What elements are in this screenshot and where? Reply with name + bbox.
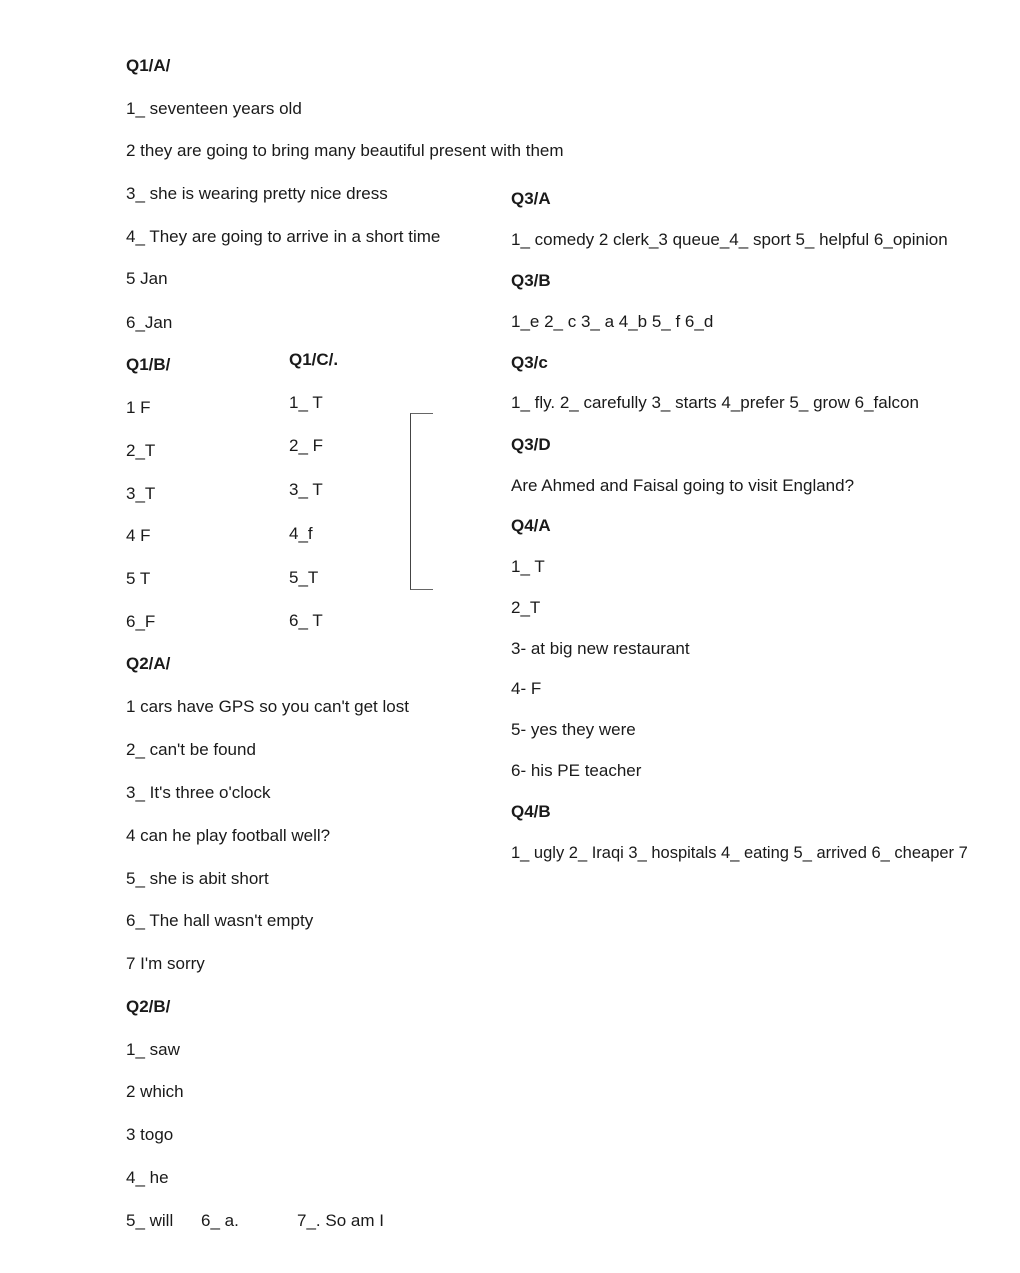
q2a-heading: Q2/A/	[126, 654, 171, 673]
q1b-item-1: 1 F	[126, 398, 151, 417]
q3b-heading: Q3/B	[511, 271, 551, 290]
q2b-item-5: 5_ will	[126, 1211, 174, 1230]
q3b-answers: 1_e 2_ c 3_ a 4_b 5_ f 6_d	[511, 312, 714, 331]
q4b-heading: Q4/B	[511, 802, 551, 821]
q1b-item-3: 3_T	[126, 484, 156, 503]
q1b-item-2: 2_T	[126, 441, 156, 460]
q1a-item-5: 5 Jan	[126, 269, 168, 288]
q2b-item-4: 4_ he	[126, 1168, 169, 1187]
q1b-item-4: 4 F	[126, 526, 151, 545]
q3c-heading: Q3/c	[511, 353, 548, 372]
q2a-item-4: 4 can he play football well?	[126, 826, 331, 845]
q2b-item-1: 1_ saw	[126, 1040, 180, 1059]
q1c-item-6: 6_ T	[289, 611, 323, 630]
q4a-item-6: 6- his PE teacher	[511, 761, 642, 780]
q1b-item-5: 5 T	[126, 569, 151, 588]
q1a-item-3: 3_ she is wearing pretty nice dress	[126, 184, 388, 203]
q2b-item-7: 7_. So am I	[297, 1211, 384, 1230]
q1b-heading: Q1/B/	[126, 355, 171, 374]
q1a-item-6: 6_Jan	[126, 313, 173, 332]
q4b-answers: 1_ ugly 2_ Iraqi 3_ hospitals 4_ eating 5_ arrived 6_ cheaper 7	[511, 844, 968, 862]
q1c-item-4: 4_f	[289, 524, 313, 543]
q2b-heading: Q2/B/	[126, 997, 171, 1016]
q4a-item-5: 5- yes they were	[511, 720, 636, 739]
q3a-heading: Q3/A	[511, 189, 551, 208]
q2b-item-6: 6_ a.	[201, 1211, 239, 1230]
q3d-heading: Q3/D	[511, 435, 551, 454]
q2a-item-2: 2_ can't be found	[126, 740, 256, 759]
q1c-item-2: 2_ F	[289, 436, 324, 455]
q1c-item-5: 5_T	[289, 568, 319, 587]
q1c-item-1: 1_ T	[289, 393, 323, 412]
q1a-item-4: 4_ They are going to arrive in a short time	[126, 227, 441, 246]
q2a-item-7: 7 I'm sorry	[126, 954, 205, 973]
q1a-heading: Q1/A/	[126, 56, 171, 75]
q1c-item-3: 3_ T	[289, 480, 323, 499]
q2b-item-3: 3 togo	[126, 1125, 174, 1144]
q1a-item-1: 1_ seventeen years old	[126, 99, 302, 118]
q3d-answer: Are Ahmed and Faisal going to visit England?	[511, 476, 855, 495]
q1c-heading: Q1/C/.	[289, 350, 339, 369]
q2a-item-1: 1 cars have GPS so you can't get lost	[126, 697, 409, 716]
q3c-answers: 1_ fly. 2_ carefully 3_ starts 4_prefer 5_ grow 6_falcon	[511, 393, 919, 412]
bracket-line	[410, 413, 433, 590]
q4a-item-2: 2_T	[511, 598, 541, 617]
q2a-item-3: 3_ It's three o'clock	[126, 783, 271, 802]
q2a-item-5: 5_ she is abit short	[126, 869, 269, 888]
q1a-item-2: 2 they are going to bring many beautiful present with them	[126, 141, 564, 160]
q2b-item-2: 2 which	[126, 1082, 184, 1101]
q4a-heading: Q4/A	[511, 516, 551, 535]
q2a-item-6: 6_ The hall wasn't empty	[126, 911, 314, 930]
q4a-item-4: 4- F	[511, 679, 542, 698]
q4a-item-1: 1_ T	[511, 557, 545, 576]
q3a-answers: 1_ comedy 2 clerk_3 queue_4_ sport 5_ helpful 6_opinion	[511, 230, 948, 249]
q4a-item-3: 3- at big new restaurant	[511, 639, 690, 658]
q1b-item-6: 6_F	[126, 612, 156, 631]
